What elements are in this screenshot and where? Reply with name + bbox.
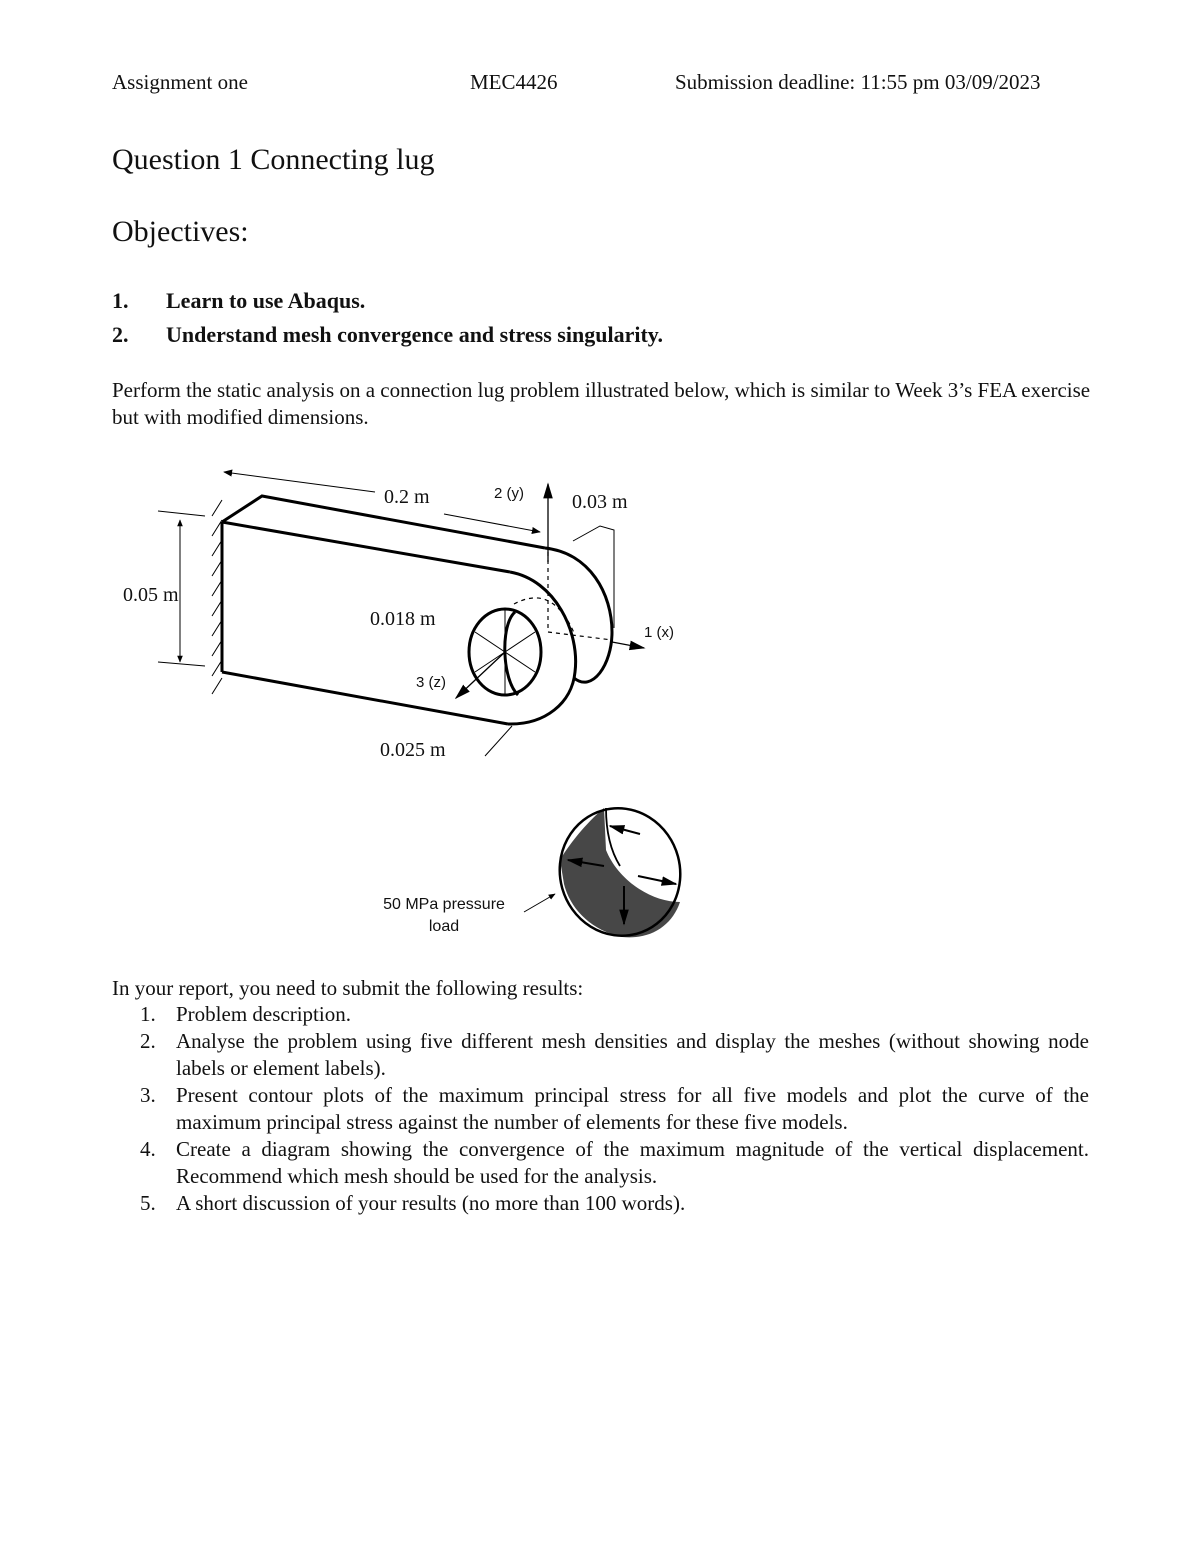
list-item-text: Problem description. [176, 1002, 351, 1026]
header-assignment: Assignment one [112, 70, 248, 94]
objective-item [112, 286, 365, 316]
objectives-title: Objectives: [112, 215, 249, 248]
list-item-text: Present contour plots of the maximum principal stress for all five models and plot the curve of the maximum principal stress against the number of elements for these five models. [176, 1083, 1089, 1134]
results-list [112, 1001, 1089, 1217]
objective-number: 2. [112, 322, 129, 347]
objective-item [112, 320, 663, 350]
list-item-text: Analyse the problem using five different mesh densities and display the meshes (without showing node labels or element labels). [176, 1029, 1089, 1080]
thickness-label: 0.025 m [380, 739, 446, 761]
question-title: Question 1 Connecting lug [112, 143, 435, 176]
radius-label: 0.03 m [572, 491, 628, 513]
list-item-number: 4. [140, 1137, 156, 1161]
intro-paragraph: Perform the static analysis on a connection lug problem illustrated below, which is similar to Week 3’s FEA exercise but with modified dimensions. [112, 378, 1091, 429]
list-item-text: A short discussion of your results (no more than 100 words). [176, 1191, 686, 1215]
objective-text: Learn to use Abaqus. [166, 288, 366, 313]
hole-diameter-label: 0.018 m [370, 608, 436, 630]
height-label: 0.05 m [123, 584, 179, 606]
objective-text: Understand mesh convergence and stress singularity. [166, 322, 664, 347]
list-item-number: 3. [140, 1083, 156, 1107]
pressure-label-line1: 50 MPa pressure [383, 896, 505, 913]
x-axis-label: 1 (x) [644, 624, 674, 641]
list-item [112, 1001, 1089, 1028]
list-item [112, 1136, 1089, 1190]
list-item [112, 1190, 1089, 1217]
header-deadline: Submission deadline: 11:55 pm 03/09/2023 [675, 70, 1041, 94]
pressure-label-line2: load [428, 918, 460, 935]
pressure-detail [524, 795, 695, 950]
list-item-number: 5. [140, 1191, 156, 1215]
z-axis-label: 3 (z) [416, 674, 446, 691]
objective-number: 1. [112, 288, 129, 313]
report-intro: In your report, you need to submit the following results: [112, 976, 584, 1000]
header-course-code: MEC4426 [470, 70, 558, 94]
list-item-number: 2. [140, 1029, 156, 1053]
list-item-number: 1. [140, 1002, 156, 1026]
list-item-text: Create a diagram showing the convergence of the maximum magnitude of the vertical displacement. Recommend which mesh should be used for the analysis. [176, 1137, 1089, 1188]
lug-figure [0, 440, 760, 960]
length-label: 0.2 m [384, 486, 430, 508]
list-item [112, 1082, 1089, 1136]
hidden-edges [514, 552, 612, 640]
list-item [112, 1028, 1089, 1082]
y-axis-label: 2 (y) [494, 485, 524, 502]
